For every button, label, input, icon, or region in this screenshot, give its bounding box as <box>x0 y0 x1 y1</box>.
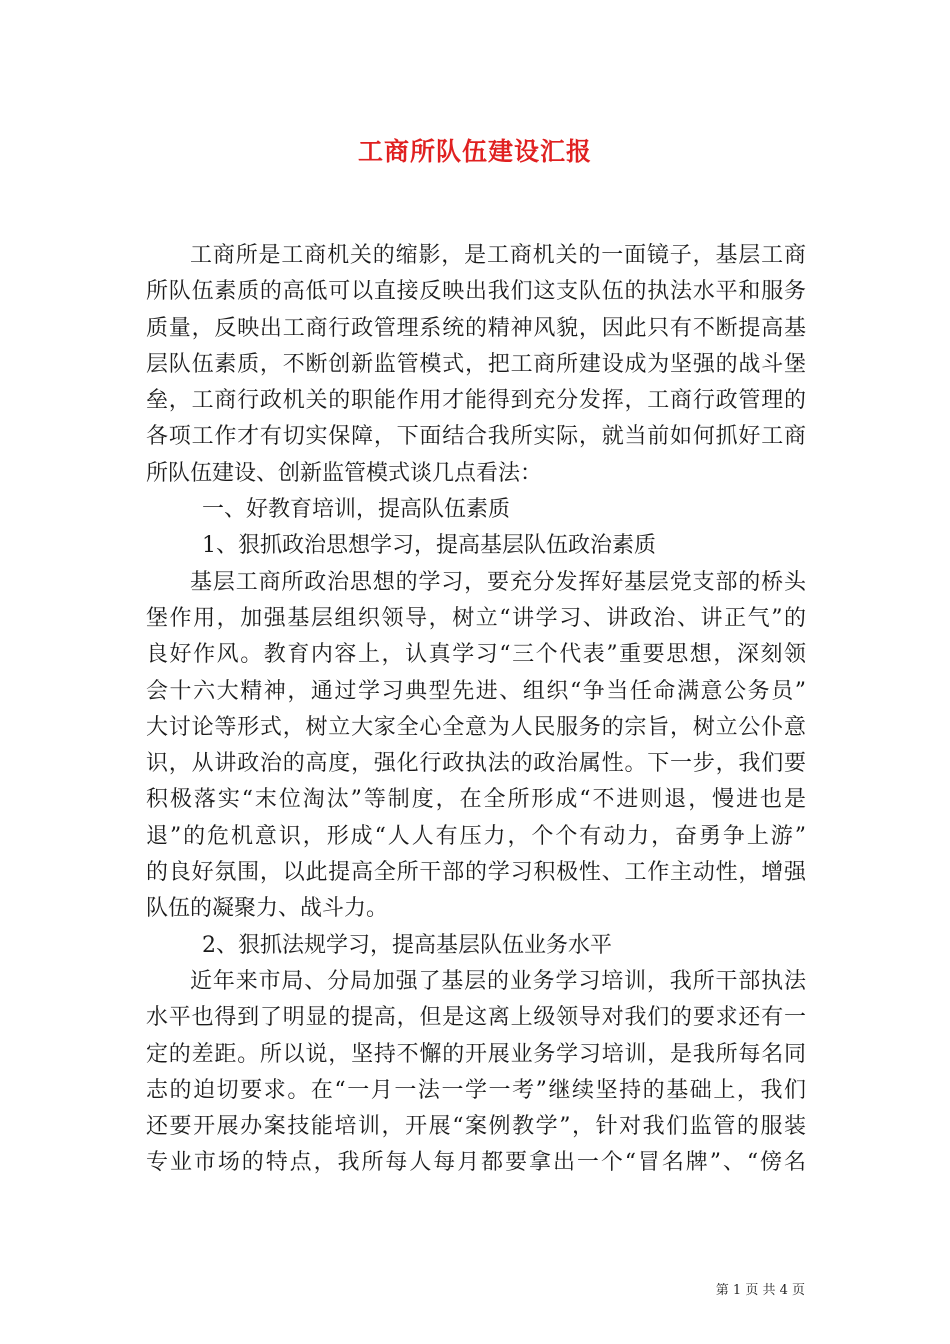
paragraph-line: 堡作用，加强基层组织领导，树立“讲学习、讲政治、讲正气”的 <box>146 605 806 631</box>
paragraph-line: 定的差距。所以说，坚持不懈的开展业务学习培训，是我所每名同 <box>146 1041 806 1067</box>
paragraph-line: 退”的危机意识，形成“人人有压力，个个有动力，奋勇争上游” <box>146 823 806 849</box>
section-heading: 一、好教育培训，提高队伍素质 <box>202 497 511 523</box>
subsection-heading: 2、狠抓法规学习，提高基层队伍业务水平 <box>202 932 612 958</box>
document-title: 工商所队伍建设汇报 <box>357 137 592 166</box>
subsection-heading: 1、狠抓政治思想学习，提高基层队伍政治素质 <box>202 533 656 559</box>
paragraph-line: 还要开展办案技能培训，开展“案例教学”，针对我们监管的服装 <box>146 1114 806 1140</box>
paragraph-line: 积极落实“末位淘汰”等制度，在全所形成“不进则退，慢进也是 <box>146 787 806 813</box>
paragraph-line: 会十六大精神，通过学习典型先进、组织“争当任命满意公务员” <box>146 678 806 704</box>
paragraph-line: 质量，反映出工商行政管理系统的精神风貌，因此只有不断提高基 <box>146 315 806 341</box>
document-body <box>146 238 806 1182</box>
paragraph-line: 专业市场的特点，我所每人每月都要拿出一个“冒名牌”、“傍名 <box>146 1150 806 1176</box>
paragraph-line: 队伍的凝聚力、战斗力。 <box>146 896 389 922</box>
paragraph-line: 垒，工商行政机关的职能作用才能得到充分发挥，工商行政管理的 <box>146 388 806 414</box>
paragraph-line: 层队伍素质，不断创新监管模式，把工商所建设成为坚强的战斗堡 <box>146 351 806 377</box>
paragraph-line: 识，从讲政治的高度，强化行政执法的政治属性。下一步，我们要 <box>146 751 806 777</box>
paragraph-line: 工商所是工商机关的缩影，是工商机关的一面镜子，基层工商 <box>190 243 806 268</box>
paragraph-line: 所队伍建设、创新监管模式谈几点看法： <box>146 460 543 486</box>
paragraph-line: 大讨论等形式，树立大家全心全意为人民服务的宗旨，树立公仆意 <box>146 714 806 740</box>
paragraph-line: 基层工商所政治思想的学习，要充分发挥好基层党支部的桥头 <box>190 569 806 595</box>
paragraph-line: 的良好氛围，以此提高全所干部的学习积极性、工作主动性，增强 <box>146 860 806 886</box>
paragraph-line: 志的迫切要求。在“一月一法一学一考”继续坚持的基础上，我们 <box>146 1077 806 1103</box>
paragraph-line: 近年来市局、分局加强了基层的业务学习培训，我所干部执法 <box>190 968 806 994</box>
paragraph-line: 各项工作才有切实保障，下面结合我所实际，就当前如何抓好工商 <box>146 424 806 450</box>
paragraph-line: 所队伍素质的高低可以直接反映出我们这支队伍的执法水平和服务 <box>146 279 806 305</box>
paragraph-line: 良好作风。教育内容上，认真学习“三个代表”重要思想，深刻领 <box>146 642 806 668</box>
paragraph-line: 水平也得到了明显的提高，但是这离上级领导对我们的要求还有一 <box>146 1005 806 1031</box>
page-number: 第 1 页 共 4 页 <box>715 1283 805 1298</box>
